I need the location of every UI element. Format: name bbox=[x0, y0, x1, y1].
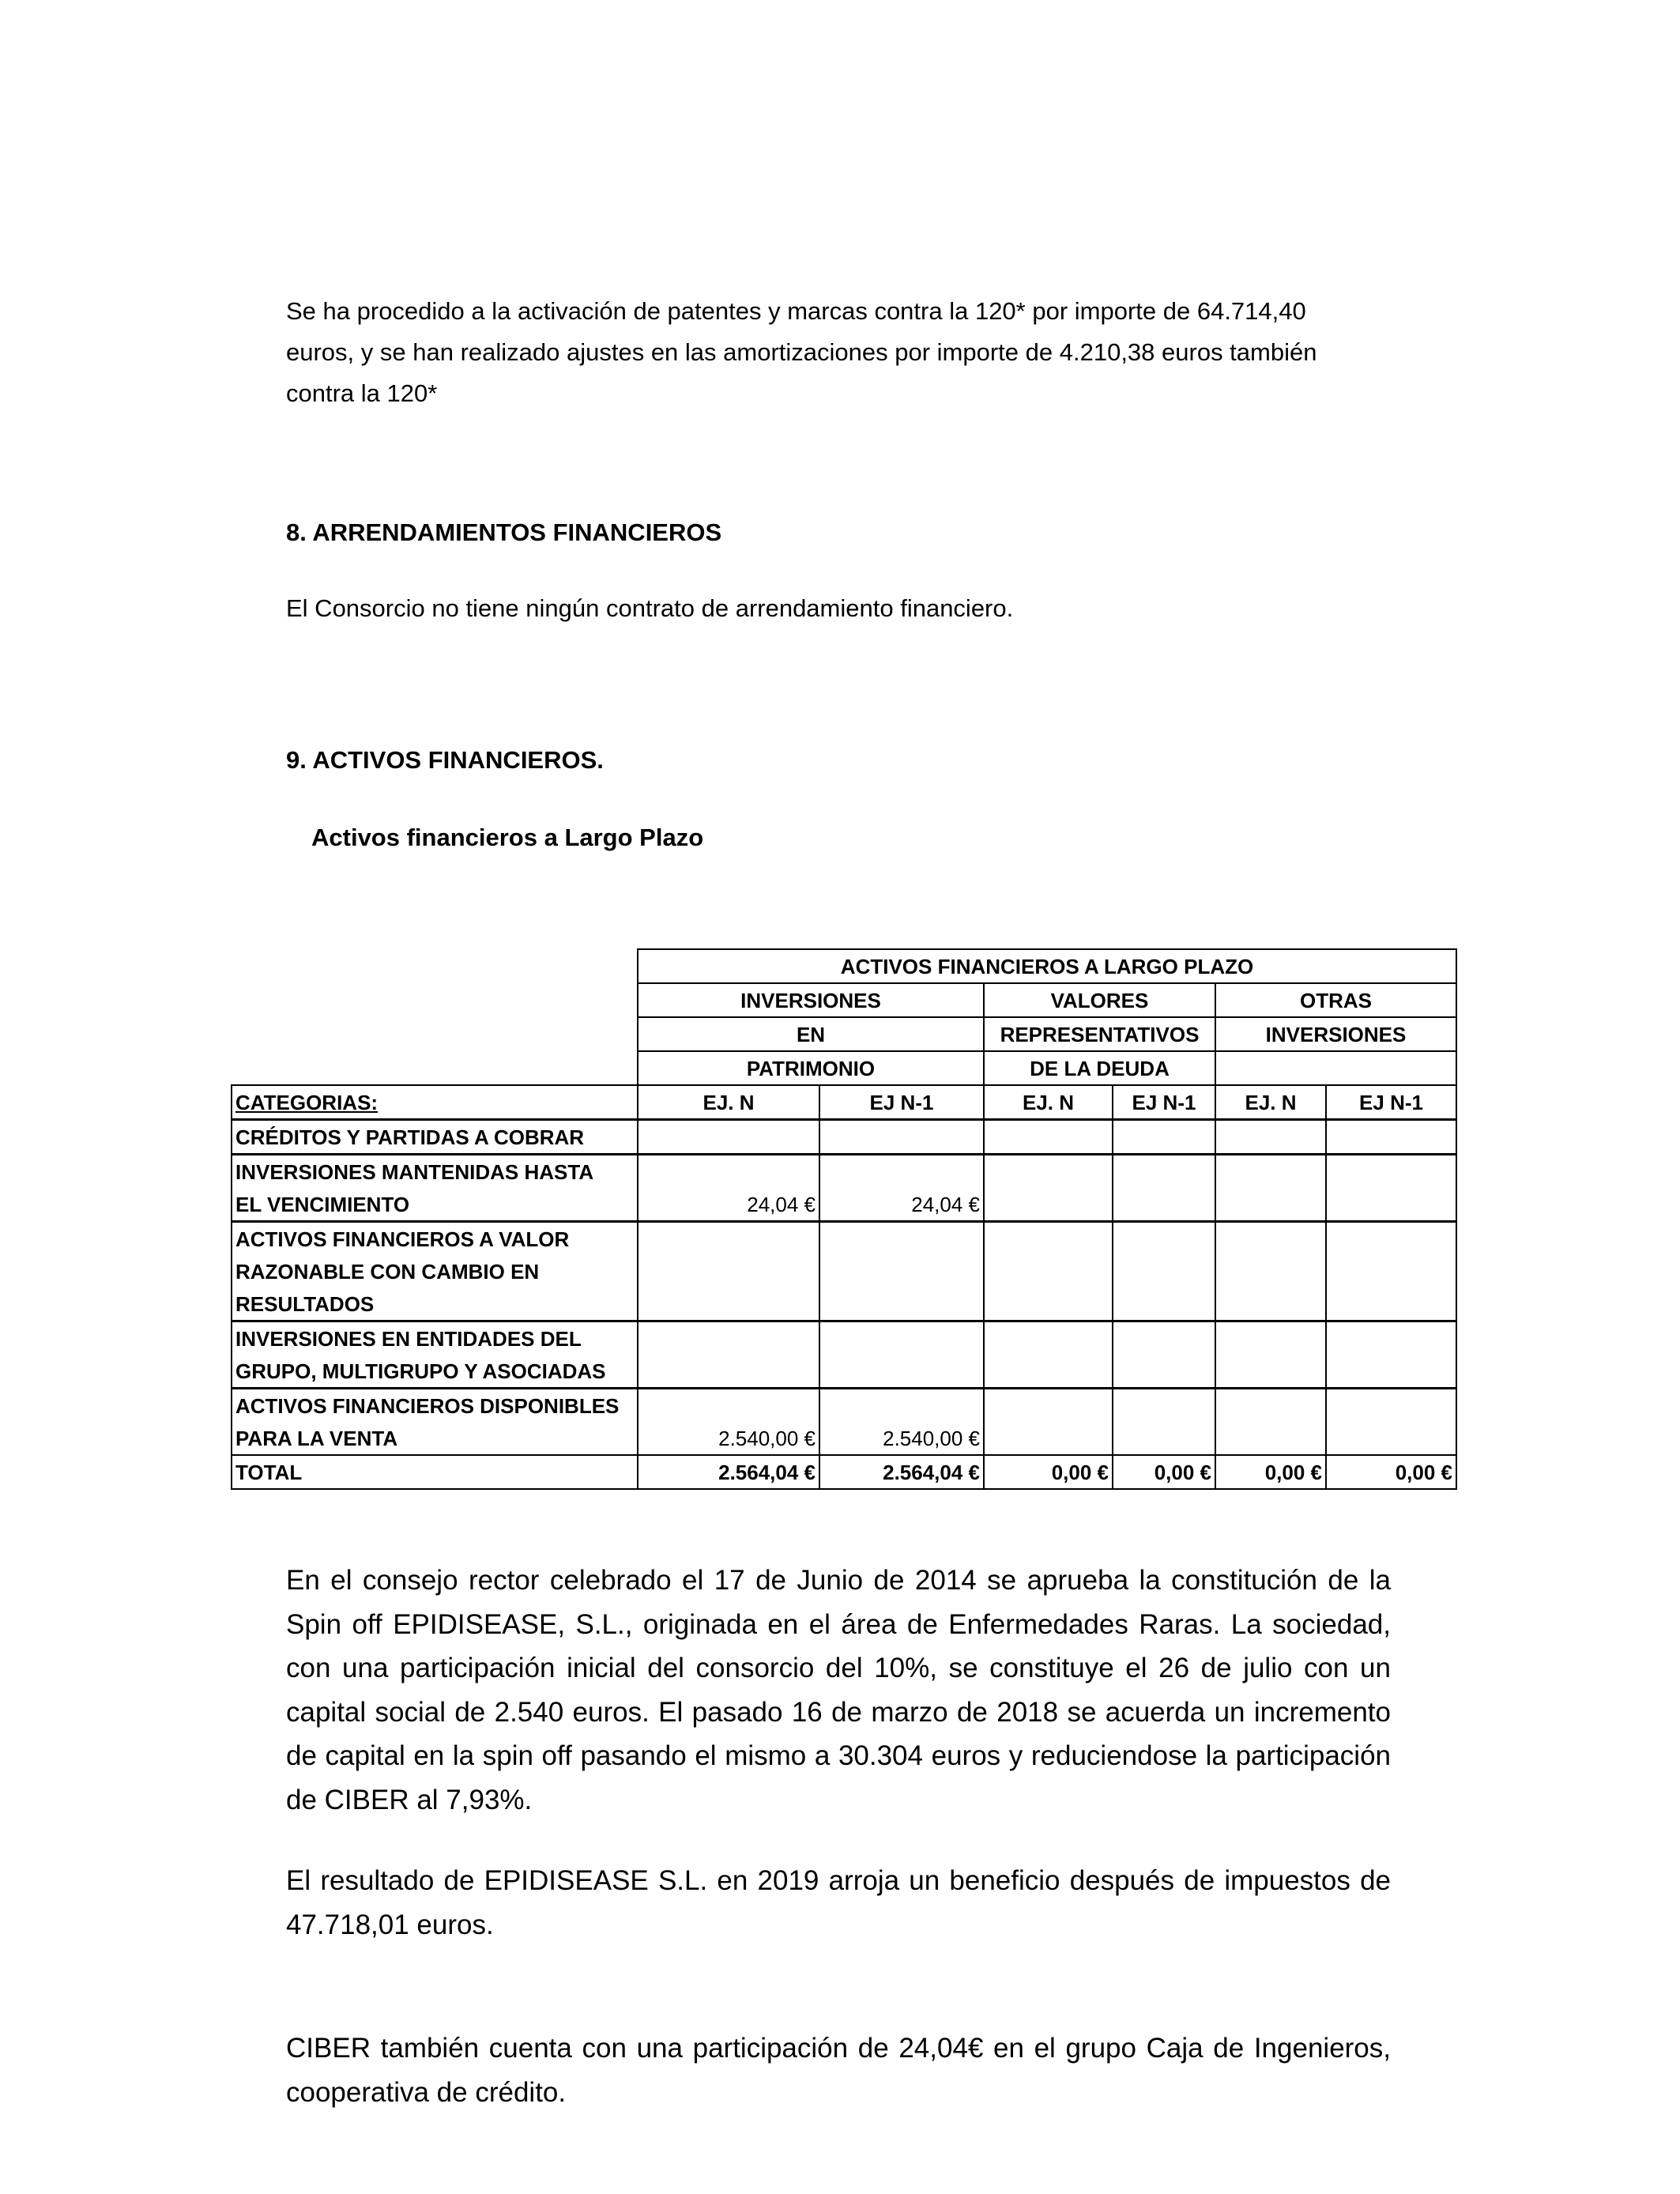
table-cell bbox=[1215, 1188, 1326, 1222]
table-cell bbox=[984, 1422, 1113, 1455]
table-cell bbox=[1113, 1355, 1215, 1389]
table-cell bbox=[1326, 1355, 1456, 1389]
table-title: ACTIVOS FINANCIEROS A LARGO PLAZO bbox=[638, 949, 1456, 983]
table-cell: 2.540,00 € bbox=[638, 1422, 819, 1455]
table-row-continued bbox=[232, 1422, 1456, 1455]
total-cell: 0,00 € bbox=[1215, 1455, 1326, 1489]
group-header: VALORES bbox=[984, 983, 1215, 1017]
table-cell bbox=[1215, 1120, 1326, 1155]
intro-line-1: Se ha procedido a la activación de patentes y marcas contra la 120* por importe de 64.714,40 bbox=[286, 297, 1306, 325]
row-label: ACTIVOS FINANCIEROS DISPONIBLES bbox=[232, 1389, 638, 1423]
total-cell: 2.564,04 € bbox=[819, 1455, 984, 1489]
group-header-row-2 bbox=[232, 1017, 1456, 1051]
section-9-heading: 9. ACTIVOS FINANCIEROS. bbox=[286, 746, 604, 774]
column-header: EJ. N bbox=[1215, 1085, 1326, 1120]
group-header: REPRESENTATIVOS bbox=[984, 1017, 1215, 1051]
table-cell bbox=[1215, 1355, 1326, 1389]
row-label: CRÉDITOS Y PARTIDAS A COBRAR bbox=[232, 1120, 638, 1155]
table-cell: 2.540,00 € bbox=[819, 1422, 984, 1455]
table-cell bbox=[1113, 1287, 1215, 1321]
section-8-text: El Consorcio no tiene ningún contrato de arrendamiento financiero. bbox=[286, 594, 1014, 622]
table-row-continued bbox=[232, 1355, 1456, 1389]
table-cell bbox=[638, 1120, 819, 1155]
table-cell bbox=[1215, 1422, 1326, 1455]
group-header: INVERSIONES bbox=[638, 983, 984, 1017]
column-header: EJ. N bbox=[984, 1085, 1113, 1120]
table-cell bbox=[1113, 1188, 1215, 1222]
categories-label: CATEGORIAS: bbox=[232, 1085, 638, 1120]
total-cell: 2.564,04 € bbox=[638, 1455, 819, 1489]
table-cell bbox=[984, 1355, 1113, 1389]
row-label: GRUPO, MULTIGRUPO Y ASOCIADAS bbox=[232, 1355, 638, 1389]
intro-line-3: contra la 120* bbox=[286, 379, 438, 407]
table-row bbox=[232, 1120, 1456, 1155]
group-header: EN bbox=[638, 1017, 984, 1051]
group-header: OTRAS bbox=[1215, 983, 1456, 1017]
paragraph-epidisease-constitution: En el consejo rector celebrado el 17 de Junio de 2014 se aprueba la constitución de la Spin off EPIDISEASE, S.L., originada en el área de Enfermedades Raras. La sociedad, con una participación inicial del consorcio del 10%, se constituye el 26 de julio con un capital social de 2.540 euros. El pasado 16 de marzo de 2018 se acuerda un incremento de capital en la spin off pasando el mismo a 30.304 euros y reduciendose la participación de CIBER al 7,93%. bbox=[286, 1565, 1391, 1815]
group-header: DE LA DEUDA bbox=[984, 1051, 1215, 1085]
group-header: INVERSIONES bbox=[1215, 1017, 1456, 1051]
table-cell bbox=[819, 1120, 984, 1155]
table-cell bbox=[1113, 1422, 1215, 1455]
table-cell bbox=[819, 1355, 984, 1389]
table-cell bbox=[984, 1287, 1113, 1321]
paragraph-epidisease-result: El resultado de EPIDISEASE S.L. en 2019 arroja un beneficio después de impuestos de 47.718,01 euros. bbox=[286, 1865, 1391, 1940]
group-header-row-3 bbox=[232, 1051, 1456, 1085]
table-cell bbox=[638, 1287, 819, 1321]
group-header: PATRIMONIO bbox=[638, 1051, 984, 1085]
table-row bbox=[232, 1389, 1456, 1423]
table-cell bbox=[984, 1188, 1113, 1222]
row-label: ACTIVOS FINANCIEROS A VALOR bbox=[232, 1222, 638, 1256]
table-row bbox=[232, 1155, 1456, 1189]
column-header: EJ. N bbox=[638, 1085, 819, 1120]
total-row bbox=[232, 1455, 1456, 1489]
total-cell: 0,00 € bbox=[1326, 1455, 1456, 1489]
table-cell bbox=[1215, 1287, 1326, 1321]
row-label: RESULTADOS bbox=[232, 1287, 638, 1321]
table-cell bbox=[638, 1355, 819, 1389]
table-cell: 24,04 € bbox=[819, 1188, 984, 1222]
table-row-continued bbox=[232, 1287, 1456, 1321]
table-cell: 24,04 € bbox=[638, 1188, 819, 1222]
table-cell bbox=[1113, 1120, 1215, 1155]
total-label: TOTAL bbox=[232, 1455, 638, 1489]
table-cell bbox=[984, 1120, 1113, 1155]
table-cell bbox=[1326, 1287, 1456, 1321]
table-cell bbox=[819, 1287, 984, 1321]
table-row-continued bbox=[232, 1188, 1456, 1222]
row-label: RAZONABLE CON CAMBIO EN bbox=[232, 1255, 638, 1287]
row-label: INVERSIONES EN ENTIDADES DEL bbox=[232, 1321, 638, 1355]
column-header: EJ N-1 bbox=[819, 1085, 984, 1120]
row-label: EL VENCIMIENTO bbox=[232, 1188, 638, 1222]
table-row bbox=[232, 1222, 1456, 1256]
table-row-continued bbox=[232, 1255, 1456, 1287]
paragraph-caja-ingenieros: CIBER también cuenta con una participación de 24,04€ en el grupo Caja de Ingenieros, cooperativa de crédito. bbox=[286, 2033, 1391, 2108]
intro-paragraph bbox=[286, 291, 1392, 414]
table-cell bbox=[1326, 1422, 1456, 1455]
row-label: PARA LA VENTA bbox=[232, 1422, 638, 1455]
table-cell bbox=[1326, 1120, 1456, 1155]
table-cell bbox=[1326, 1188, 1456, 1222]
total-cell: 0,00 € bbox=[984, 1455, 1113, 1489]
column-header: EJ N-1 bbox=[1326, 1085, 1456, 1120]
total-cell: 0,00 € bbox=[1113, 1455, 1215, 1489]
column-header-row bbox=[232, 1085, 1456, 1120]
section-9-subheading: Activos financieros a Largo Plazo bbox=[311, 824, 704, 851]
financial-assets-table bbox=[231, 948, 1457, 1490]
intro-line-2: euros, y se han realizado ajustes en las amortizaciones por importe de 4.210,38 euros también bbox=[286, 338, 1317, 366]
group-header bbox=[1215, 1051, 1456, 1085]
column-header: EJ N-1 bbox=[1113, 1085, 1215, 1120]
table-row bbox=[232, 1321, 1456, 1355]
row-label: INVERSIONES MANTENIDAS HASTA bbox=[232, 1155, 638, 1189]
table-title-row bbox=[232, 949, 1456, 983]
section-8-heading: 8. ARRENDAMIENTOS FINANCIEROS bbox=[286, 518, 722, 546]
group-header-row-1 bbox=[232, 983, 1456, 1017]
